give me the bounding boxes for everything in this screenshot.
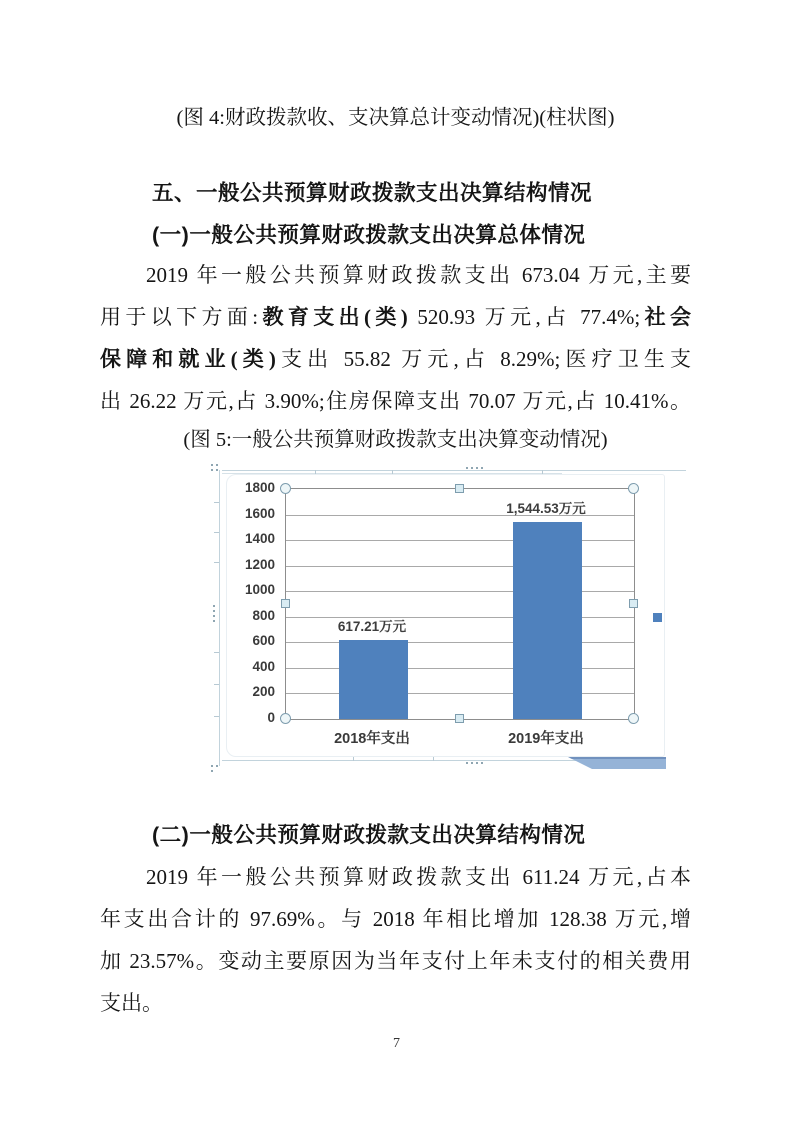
frame-tick <box>214 652 219 653</box>
text-run: 支出 55.82 万元,占 8.29%;医疗卫生支 <box>275 347 691 371</box>
table-select-handle-icon[interactable] <box>211 464 213 466</box>
table-move-handle-icon[interactable] <box>476 467 478 469</box>
x-axis-category-label: 2018年支出 <box>334 731 410 747</box>
paragraph-line <box>100 982 691 1024</box>
selection-handle-bottom-left[interactable] <box>280 713 291 724</box>
y-axis-tick-label: 0 <box>267 710 275 725</box>
decorative-wedge-shape <box>568 757 666 769</box>
subsection-heading-2: (二)一般公共预算财政拨款支出决算结构情况 <box>152 823 586 847</box>
table-select-handle-icon[interactable] <box>211 765 213 767</box>
text-run: 出 26.22 万元,占 3.90%;住房保障支出 70.07 万元,占 10.41%。 <box>100 389 691 413</box>
table-move-handle-icon[interactable] <box>471 762 473 764</box>
bar-data-label: 617.21万元 <box>337 619 407 635</box>
bar-data-label: 1,544.53万元 <box>506 500 586 516</box>
table-select-handle-icon[interactable] <box>216 765 218 767</box>
selection-handle-top-right[interactable] <box>628 483 639 494</box>
text-run: 用于以下方面: <box>100 305 259 329</box>
table-select-handle-icon[interactable] <box>211 770 213 772</box>
y-axis-tick-label: 1800 <box>244 480 275 495</box>
selection-handle-right[interactable] <box>629 599 638 608</box>
table-move-handle-icon[interactable] <box>466 762 468 764</box>
table-move-handle-icon[interactable] <box>476 762 478 764</box>
text-run: 2019 年一般公共预算财政拨款支出 673.04 万元,主要 <box>146 263 691 287</box>
text-run: 520.93 万元,占 77.4%; <box>407 305 641 329</box>
table-move-handle-icon[interactable] <box>471 467 473 469</box>
chart-bar[interactable] <box>339 640 408 719</box>
table-select-handle-icon[interactable] <box>211 469 213 471</box>
y-axis-tick-label: 1600 <box>244 505 275 521</box>
plot-area[interactable] <box>285 488 635 720</box>
embedded-chart[interactable] <box>208 462 686 780</box>
table-move-handle-icon[interactable] <box>481 762 483 764</box>
text-run: 保障和就业(类) <box>100 347 276 371</box>
gridline <box>286 540 634 541</box>
section-heading: 五、一般公共预算财政拨款支出决算结构情况 <box>152 181 593 205</box>
table-select-handle-icon[interactable] <box>216 464 218 466</box>
subsection-heading-1: (一)一般公共预算财政拨款支出决算总体情况 <box>152 223 586 247</box>
table-select-handle-icon[interactable] <box>216 469 218 471</box>
table-move-handle-icon[interactable] <box>481 467 483 469</box>
y-axis-tick-label: 600 <box>252 633 275 649</box>
selection-handle-bottom[interactable] <box>455 714 464 723</box>
paragraph-line <box>100 338 691 380</box>
selection-handle-bottom-right[interactable] <box>628 713 639 724</box>
selection-handle-left[interactable] <box>281 599 290 608</box>
legend-swatch <box>653 613 662 622</box>
figure4-caption: (图 4:财政拨款收、支决算总计变动情况)(柱状图) <box>176 107 615 129</box>
paragraph-line <box>100 380 691 422</box>
paragraph-line <box>100 856 691 898</box>
paragraph-line <box>100 898 691 940</box>
y-axis-tick-label: 800 <box>252 607 275 623</box>
page-number: 7 <box>393 1036 400 1051</box>
y-axis-tick-label: 200 <box>252 684 275 700</box>
x-axis-category-label: 2019年支出 <box>508 731 584 747</box>
text-run: 年支出合计的 97.69%。与 2018 年相比增加 128.38 万元,增 <box>100 907 691 931</box>
y-axis-tick-label: 400 <box>252 658 275 674</box>
paragraph-line <box>100 940 691 982</box>
gridline <box>286 591 634 592</box>
text-run: 支出。 <box>100 991 163 1015</box>
gridline <box>286 566 634 567</box>
text-run: 2019 年一般公共预算财政拨款支出 611.24 万元,占本 <box>146 865 691 889</box>
chart-bar[interactable] <box>513 522 582 719</box>
y-axis-tick-label: 1400 <box>244 531 275 547</box>
selection-handle-top[interactable] <box>455 484 464 493</box>
selection-handle-top-left[interactable] <box>280 483 291 494</box>
figure5-caption: (图 5:一般公共预算财政拨款支出决算变动情况) <box>183 429 608 451</box>
paragraph-line <box>100 296 691 338</box>
text-run: 教育支出(类) <box>258 305 408 329</box>
y-axis-tick-label: 1200 <box>244 556 275 572</box>
frame-top-line <box>222 470 686 471</box>
y-axis-tick-label: 1000 <box>244 582 275 598</box>
paragraph-line <box>100 254 691 296</box>
text-run: 社会 <box>640 305 691 329</box>
table-move-handle-icon[interactable] <box>466 467 468 469</box>
text-run: 加 23.57%。变动主要原因为当年支付上年未支付的相关费用 <box>100 949 691 973</box>
frame-tick <box>214 502 219 503</box>
